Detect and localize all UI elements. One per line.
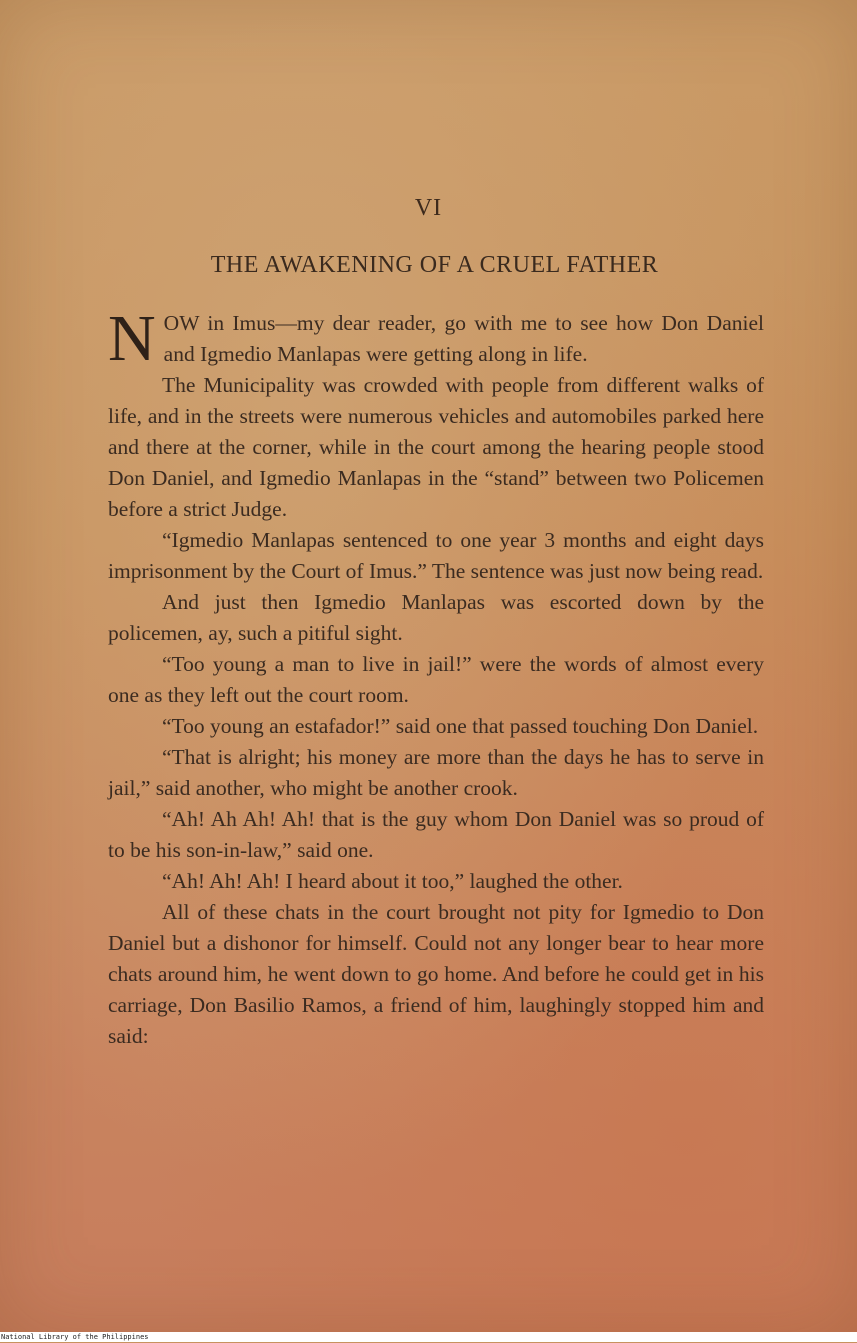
paragraph: “Ah! Ah Ah! Ah! that is the guy whom Don Daniel was so proud of to be his son-in-law,” said one. xyxy=(108,807,764,862)
paragraph: “Ah! Ah! Ah! I heard about it too,” laughed the other. xyxy=(162,869,623,893)
paragraph-text: OW in Imus—my dear reader, go with me to see how Don Daniel and Igmedio Manlapas were getting along in life. xyxy=(163,311,764,366)
library-credit: National Library of the Philippines xyxy=(0,1332,857,1342)
paragraph: “That is alright; his money are more than the days he has to serve in jail,” said another, who might be another crook. xyxy=(108,745,764,800)
paragraph: “Too young an estafador!” said one that passed touching Don Daniel. xyxy=(162,714,759,738)
paragraph: And just then Igmedio Manlapas was escorted down by the policemen, ay, such a pitiful sight. xyxy=(108,590,764,645)
paragraph: “Too young a man to live in jail!” were the words of almost every one as they left out the court room. xyxy=(108,652,764,707)
paragraph: “Igmedio Manlapas sentenced to one year 3 months and eight days imprisonment by the Court of Imus.” The sentence was just now being read. xyxy=(108,528,764,583)
chapter-body xyxy=(108,302,764,1052)
paragraph xyxy=(108,302,764,375)
paragraph: All of these chats in the court brought not pity for Igmedio to Don Daniel but a dishonor for himself. Could not any longer bear to hear more chats around him, he went down to go home. And before he could get in his carriage, Don Basilio Ramos, a friend of him, laughingly stopped him and said: xyxy=(108,900,764,1048)
chapter-number: VI xyxy=(414,195,443,221)
drop-cap: N xyxy=(108,302,156,375)
paragraph: The Municipality was crowded with people from different walks of life, and in the streets were numerous vehicles and automobiles parked here and there at the corner, while in the court among the hearing people stood Don Daniel, and Igmedio Manlapas in the “stand” between two Policemen before a strict Judge. xyxy=(108,373,764,521)
chapter-title: THE AWAKENING OF A CRUEL FATHER xyxy=(210,252,659,278)
